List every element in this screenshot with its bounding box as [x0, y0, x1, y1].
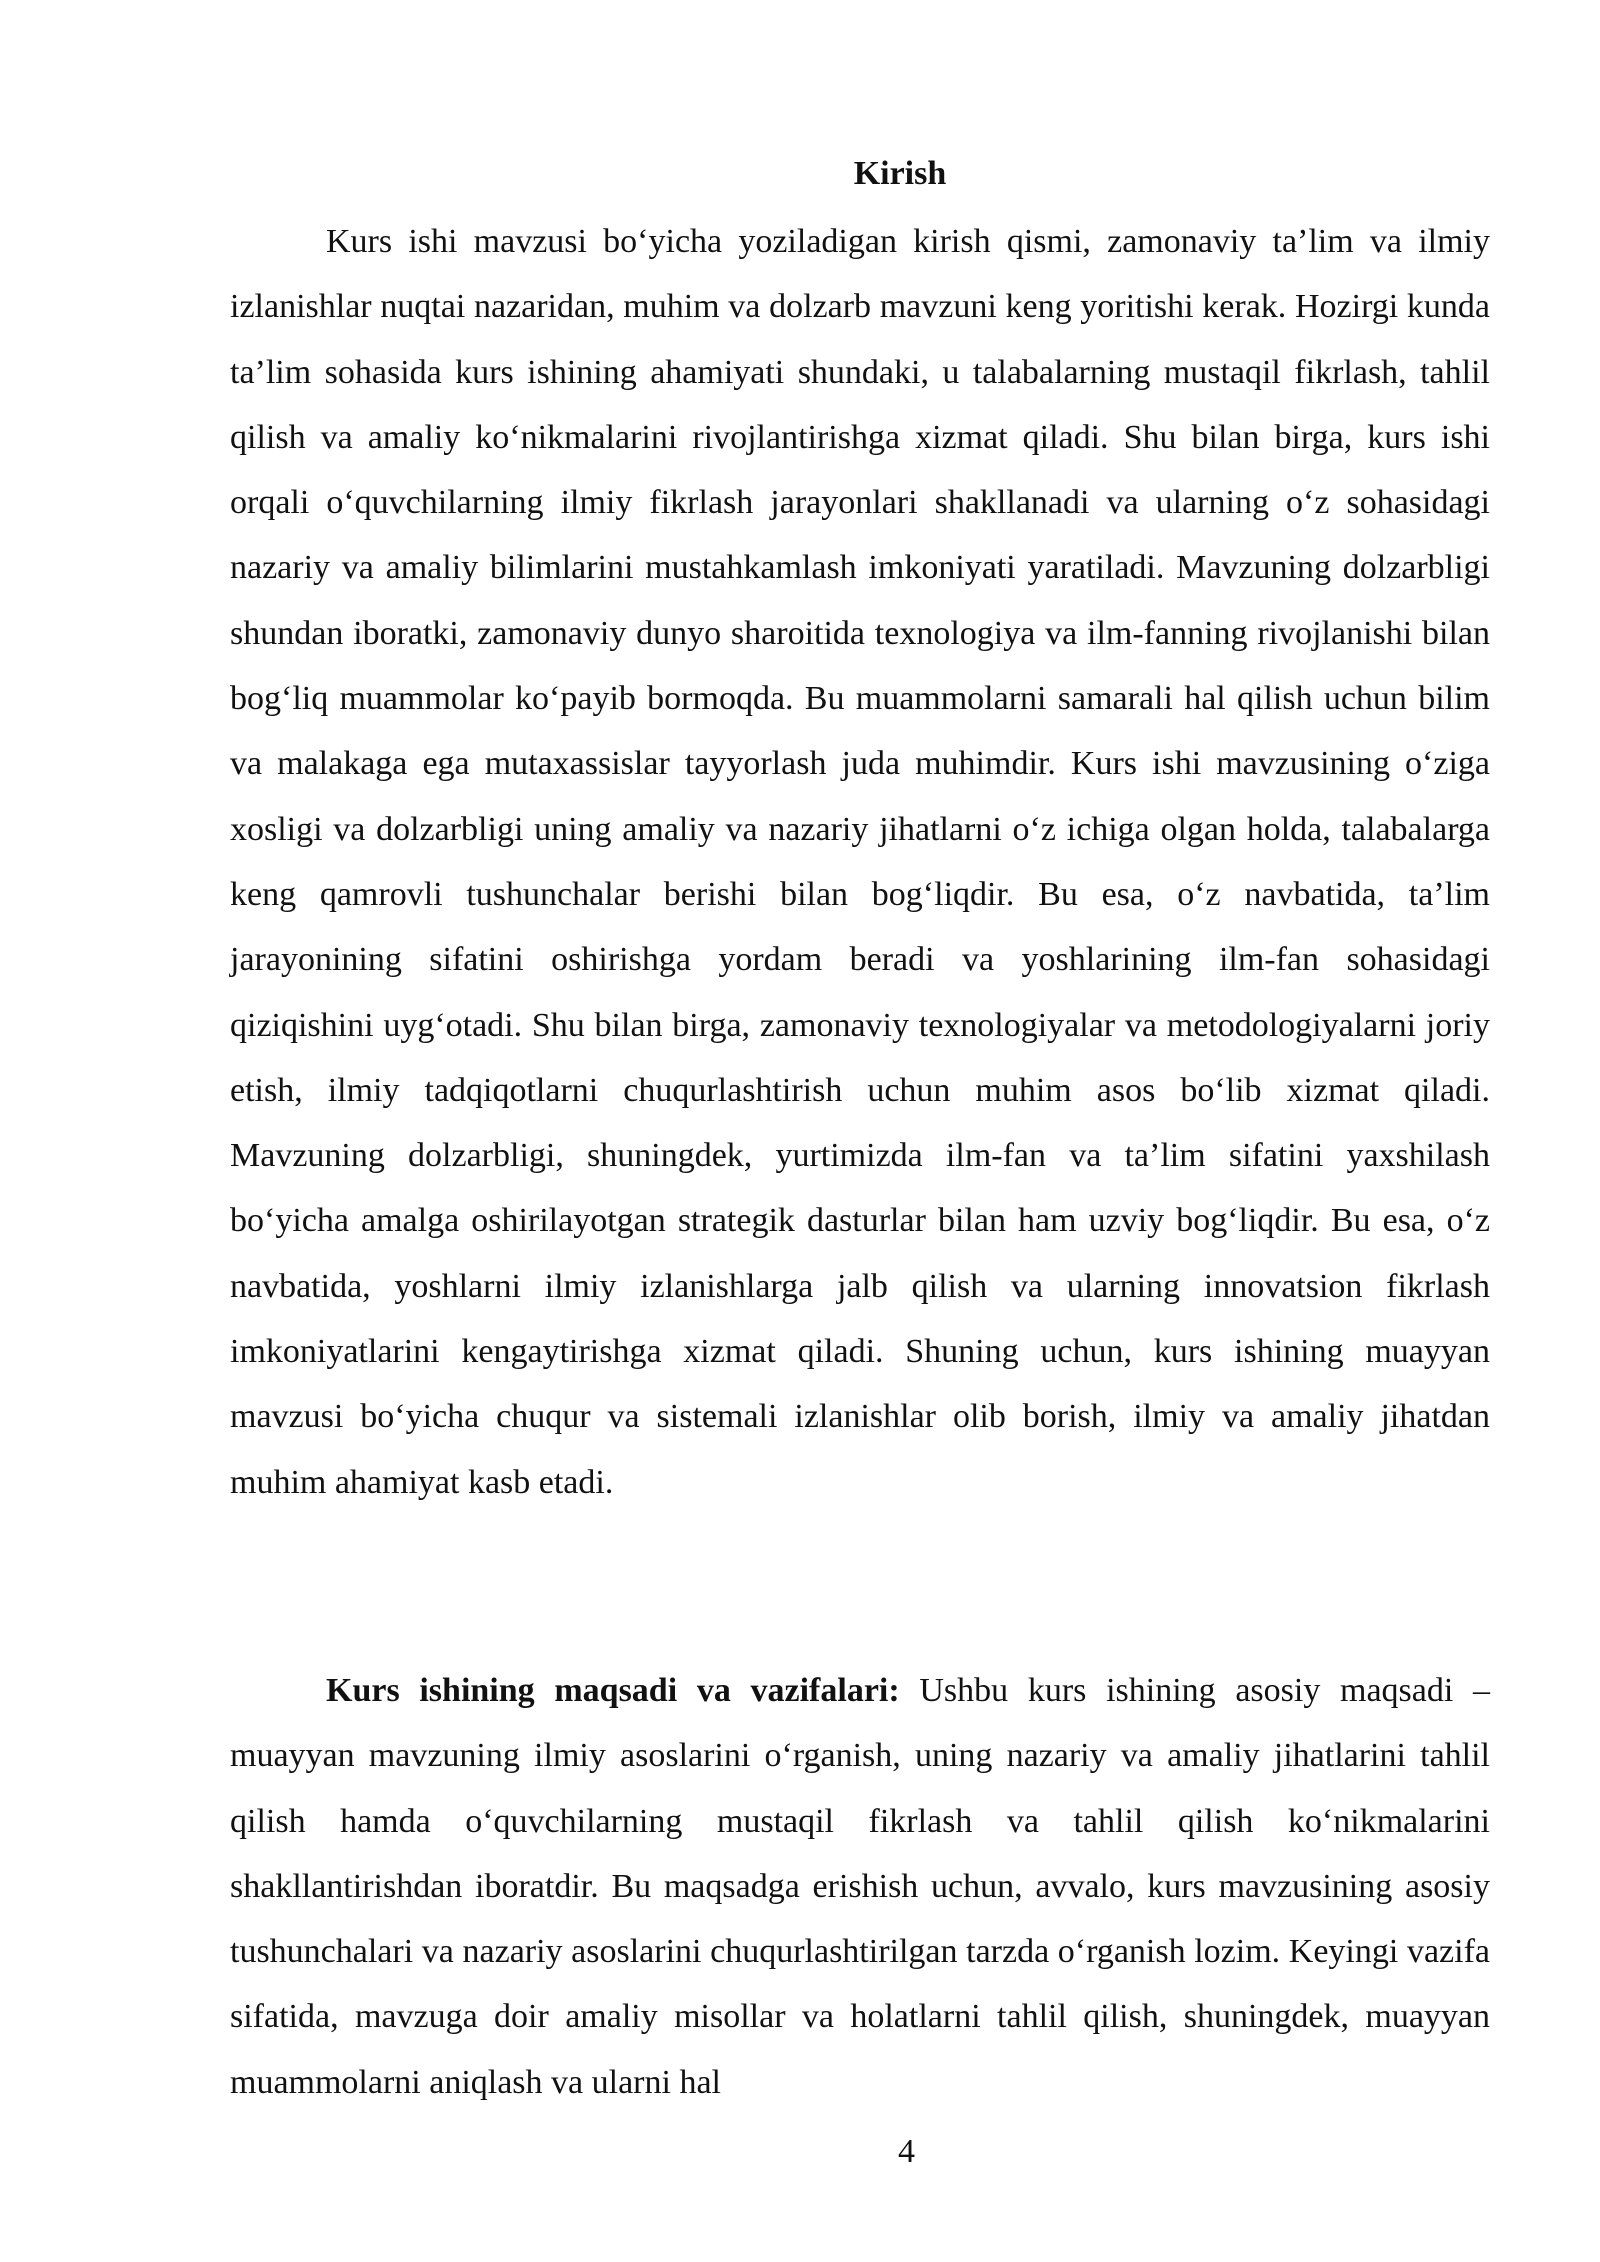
introduction-paragraph: Kurs ishi mavzusi bo‘yicha yoziladigan kirish qismi, zamonaviy ta’lim va ilmiy izlanishlar nuqtai nazaridan, muhim va dolzarb mavzuni keng yoritishi kerak. Hozirgi kunda ta’lim sohasida kurs ishining ahamiyati shundaki, u talabalarning mustaqil fikrlash, tahlil qilish va amaliy ko‘nikmalarini rivojlantirishga xizmat qiladi. Shu bilan birga, kurs ishi orqali o‘quvchilarning ilmiy fikrlash jarayonlari shakllanadi va ularning o‘z sohasidagi nazariy va amaliy bilimlarini mustahkamlash imkoniyati yaratiladi. Mavzuning dolzarbligi shundan iboratki, zamonaviy dunyo sharoitida texnologiya va ilm-fanning rivojlanishi bilan bog‘liq muammolar ko‘payib bormoqda. Bu muammolarni samarali hal qilish uchun bilim va malakaga ega mutaxassislar tayyorlash juda muhimdir. Kurs ishi mavzusining o‘ziga xosligi va dolzarbligi uning amaliy va nazariy jihatlarni o‘z ichiga olgan holda, talabalarga keng qamrovli tushunchalar berishi bilan bog‘liqdir. Bu esa, o‘z navbatida, ta’lim jarayonining sifatini oshirishga yordam beradi va yoshlarining ilm-fan sohasidagi qiziqishini uyg‘otadi. Shu bilan birga, zamonaviy texnologiyalar va metodologiyalarni joriy etish, ilmiy tadqiqotlarni chuqurlashtirish uchun muhim asos bo‘lib xizmat qiladi. Mavzuning dolzarbligi, shuningdek, yurtimizda ilm-fan va ta’lim sifatini yaxshilash bo‘yicha amalga oshirilayotgan strategik dasturlar bilan ham uzviy bog‘liqdir. Bu esa, o‘z navbatida, yoshlarni ilmiy izlanishlarga jalb qilish va ularning innovatsion fikrlash imkoniyatlarini kengaytirishga xizmat qiladi. Shuning uchun, kurs ishining muayyan mavzusi bo‘yicha chuqur va sistemali izlanishlar olib borish, ilmiy va amaliy jihatdan muhim ahamiyat kasb etadi. — [230, 223, 1490, 1501]
goals-paragraph — [230, 1658, 1490, 2115]
page-number: 4 — [898, 2133, 915, 2170]
section-heading: Kirish — [853, 155, 947, 192]
goals-paragraph-text: Ushbu kurs ishining asosiy maqsadi – muayyan mavzuning ilmiy asoslarini o‘rganish, uning nazariy va amaliy jihatlarini tahlil qilish hamda o‘quvchilarning mustaqil fikrlash va tahlil qilish ko‘nikmalarini shakllantirishdan iboratdir. Bu maqsadga erishish uchun, avvalo, kurs mavzusining asosiy tushunchalari va nazariy asoslarini chuqurlashtirilgan tarzda o‘rganish lozim. Keyingi vazifa sifatida, mavzuga doir amaliy misollar va holatlarni tahlil qilish, shuningdek, muayyan muammolarni aniqlash va ularni hal — [230, 1672, 1490, 2101]
goals-lead-heading: Kurs ishining maqsadi va vazifalari: — [326, 1672, 900, 1709]
